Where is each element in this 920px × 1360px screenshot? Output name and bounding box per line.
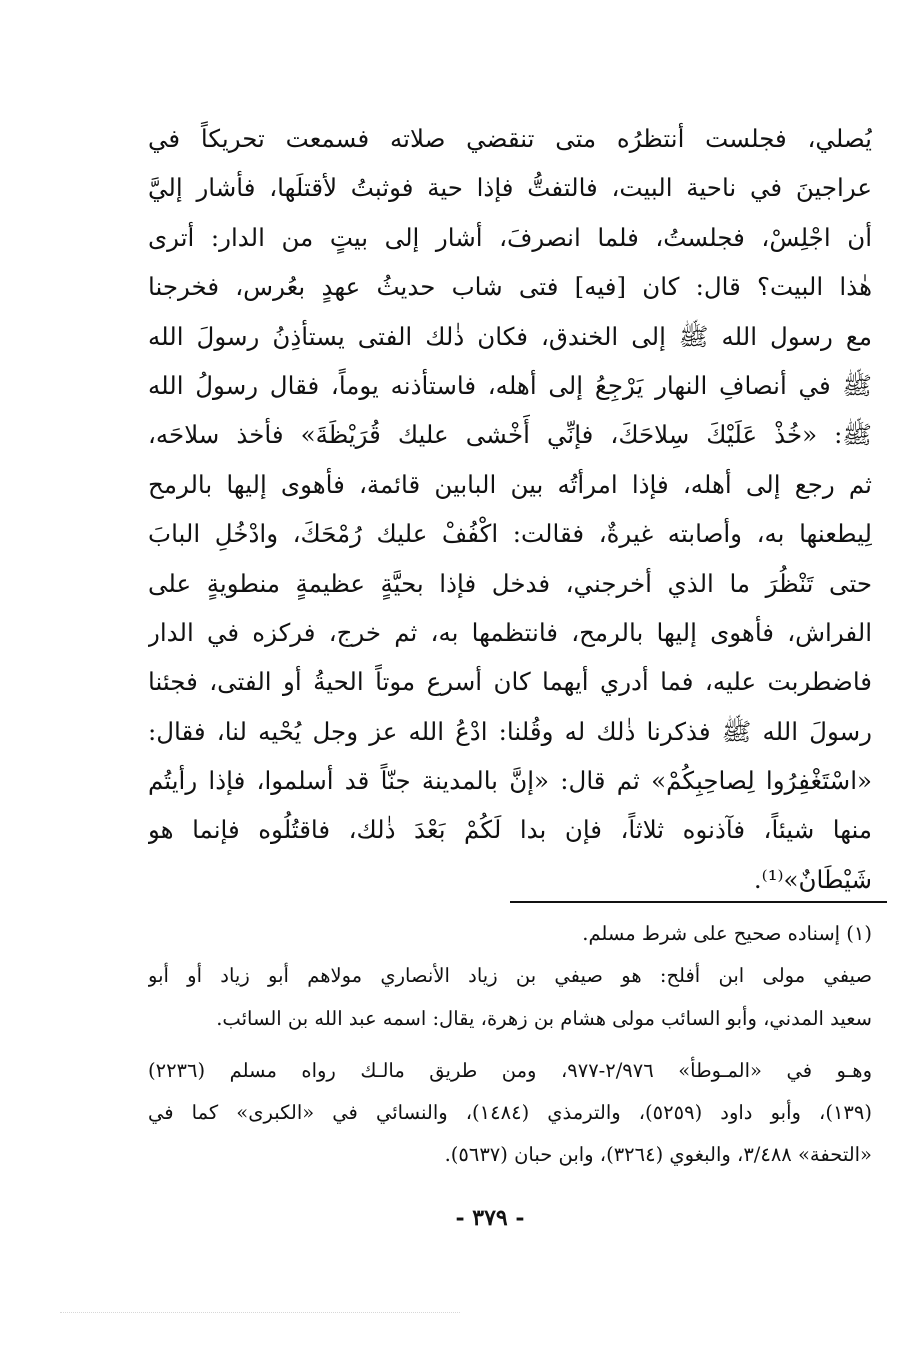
footnote-line: صيفي مولى ابن أفلح: هو صيفي بن زياد الأنصاري مولاهم أبو زياد أو أبو [148,964,872,988]
text-line: الفراش، فأهوى إليها بالرمح، فانتظمها به، ثم خرج، فركزه في الدار [148,617,872,647]
text-line: شَيْطَانٌ»⁽¹⁾. [753,864,872,894]
footnote-separator [510,901,887,903]
footnote-line: سعيد المدني، وأبو السائب مولى هشام بن زهرة، يقال: اسمه عبد الله بن السائب. [216,1006,872,1030]
footnote-line: (١٣٩)، وأبو داود (٥٢٥٩)، والترمذي (١٤٨٤)، والنسائي في «الكبرى» كما في [148,1101,872,1125]
footnote-line: «التحفة» ٣/٤٨٨، والبغوي (٣٢٦٤)، وابن حبان (٥٦٣٧). [444,1143,872,1167]
text-line: حتى تَنْظُرَ ما الذي أخرجني، فدخل فإذا بحيَّةٍ عظيمةٍ منطويةٍ على [148,568,872,598]
text-line: أن اجْلِسْ، فجلستُ، فلما انصرفَ، أشار إلى بيتٍ من الدار: أترى [148,222,872,252]
text-line: عراجينَ في ناحية البيت، فالتفتُّ فإذا حية فوثبتُ لأقتلَها، فأشار إليَّ [148,173,872,203]
text-line: رسولَ الله ﷺ فذكرنا ذٰلك له وقُلنا: ادْعُ الله عز وجل يُحْيه لنا، فقال: [148,716,872,746]
text-line: ثم رجع إلى أهله، فإذا امرأتُه بين البابين قائمة، فأهوى إليها بالرمح [148,469,872,499]
text-line: لِيطعنها به، وأصابته غيرةٌ، فقالت: اكْفُفْ عليك رُمْحَكَ، وادْخُلِ البابَ [148,519,872,549]
text-line: ﷺ: «خُذْ عَلَيْكَ سِلاحَكَ، فإنِّي أَخْشى عليك قُرَيْظَةَ» فأخذ سلاحَه، [148,420,872,450]
footnotes [148,913,872,1177]
text-line: هٰذا البيت؟ قال: كان [فيه] فتى شاب حديثُ عهدٍ بعُرس، فخرجنا [148,272,872,302]
text-line: فاضطربت عليه، فما أدري أيهما كان أسرع موتاً الحيةُ أو الفتى، فجئنا [148,667,872,697]
text-line: يُصلي، فجلست أنتظرُه متى تنقضي صلاته فسمعت تحريكاً في [148,124,872,153]
text-line: ﷺ في أنصافِ النهار يَرْجِعُ إلى أهله، فاستأذنه يوماً، فقال رسولُ الله [148,370,872,400]
scan-specks [60,1312,460,1317]
footnote-line: (١) إسناده صحيح على شرط مسلم. [582,922,872,945]
text-line: منها شيئاً، فآذنوه ثلاثاً، فإن بدا لَكُمْ بَعْدَ ذٰلك، فاقتُلُوه فإنما هو [148,815,872,845]
text-line: مع رسول الله ﷺ إلى الخندق، فكان ذٰلك الفتى يستأذِنُ رسولَ الله [148,321,872,351]
main-text [148,114,872,904]
text-line: «اسْتَغْفِرُوا لِصاحِبِكُمْ» ثم قال: «إنَّ بالمدينة جنّاً قد أسلموا، فإذا رأيتُم [148,766,872,796]
footnote-line: وهـو في «المـوطأ» ٢/٩٧٦-٩٧٧، ومن طريق مالـك رواه مسلم (٢٢٣٦) [148,1058,872,1082]
page-number: - ٣٧٩ - [455,1205,525,1231]
